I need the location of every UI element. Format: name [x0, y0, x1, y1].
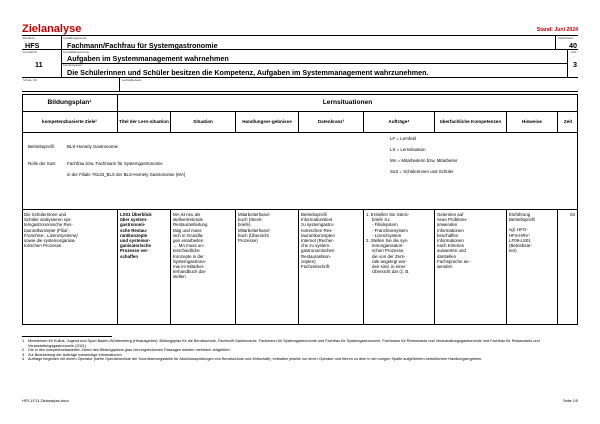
col-header-kompetenzen: überfachliche Kompetenzen: [439, 119, 502, 124]
group-lernsituationen: Lernsituationen: [322, 99, 373, 106]
lernfeld-bez-value: Aufgaben im Systemmanagement wahrnehmen: [67, 54, 229, 63]
col-header-datenkranz: Datenkranz³: [317, 119, 345, 124]
footer-filename: HFS-LF11-Zielanalyse.docx: [22, 399, 69, 403]
kernkompetenz-value: Die Schülerinnen und Schüler besitzen die Kompetenz, Aufgaben im Systemmanagement wahrzunehmen.: [67, 67, 429, 77]
legend-sus: SuS = Schülerinnen und Schüler: [390, 169, 454, 174]
legend-ma: MA = Mitarbeiterin bzw. Mitarbeiter: [390, 158, 458, 163]
info-rolle-label: Rolle der SuS:: [28, 161, 57, 166]
zeitrichtwert-label: Zeitrichtwert: [558, 35, 574, 40]
info-rolle-line2: in der Filiale 76133_BLS der BLS-Homely Gastronomie (MA): [67, 172, 186, 177]
row-auftraege: 1. Erstellen Sie Steck- briefe zu: - Filialsystem - Franchisesystem - Lizenzsystem 2. Stellen Sie die sys- temorganisatori- schen Prozesse, die von der Zent- rale angelegt wor- den sind, in einer Übersicht dar (z. B.: [366, 212, 410, 275]
kernkompetenz-label: Kernkompetenz: [63, 62, 83, 67]
footnote-separator: [22, 336, 112, 337]
info-rolle-line1: Fachfrau bzw. Fachmann für Systemgastronomie: [67, 161, 163, 166]
lernfeld-nr-value: 11: [35, 60, 43, 69]
col-header-titel: Titel der Lern-situation: [119, 119, 169, 124]
footnote-3: 3 Zur Bearbeitung der Aufträge notwendige Informationen: [22, 352, 122, 357]
jahr-label: Jahr: [571, 49, 577, 54]
title-row: [22, 20, 578, 36]
document-title: Zielanalyse: [22, 23, 82, 35]
header-beruf-row: [22, 36, 578, 50]
footnote-1: 1 Ministerium für Kultus, Jugend und Sport Baden-Württemberg (Herausgeber): Bildungsplan für die Berufsschule, Fachkraft Gastronomie, Fachmann für Systemgastronomie und Fachfrau für Systemgastronomie, Fachmann für Restaurants und Veranstaltungsgastronomie und Fachfrau für Restaurants und Veranstaltungsgastronomie (2021): [22, 339, 540, 348]
schule-label: Schule, Ort: [23, 77, 37, 82]
col-header-auftraege: Aufträge⁴: [388, 119, 410, 124]
header-lernfeld-row: [22, 50, 578, 78]
jahr-value: 3: [573, 60, 577, 69]
footnote-4: 4 Aufträge beginnen mit einem Operator (siehe Operatorenliste der Koordinierungsstelle für Abschlussprüfungen von Berufsschule und Wirtschaft), enthalten jeweils nur einen Operator und führen zu dem in der vorigen Spalte aufgeführten betrieblichen Handlungsergebnis.: [22, 357, 482, 362]
col-header-zeit: Zeit: [563, 119, 573, 124]
col-header-ziele: kompetenzbasierte Ziele²: [42, 119, 97, 124]
row-titel: LS01 Überblick über system- gastronomi- sche Restau- rantkonzepte und systemor- ganisatorische Prozesse ver- schaffen: [120, 212, 152, 259]
row-kompetenzen: Gelerntes auf neue Probleme anwenden Informationen beschaffen Informationen nach Kriterien auswerten und darstellen Fachsprache an- wenden: [437, 212, 470, 270]
info-betriebsprofil: BLS-Homely Gastronomie: [67, 144, 118, 149]
berufskurz-value: HFS: [25, 40, 40, 50]
lernfeld-bez-label: Lernfeldbezeichnung: [63, 49, 89, 54]
row-datenkranz: Betriebsprofil Informationstext zu systemgastro- nomischen Res- taurantkonzepten Internet (Recher- che zu system- gastronomischen Restaurantkon- zepten) Fachzeitschrift: [301, 212, 335, 270]
row-situation: MA ist neu als stellvertretende Restaurantleitung tätig und muss sich in Grundla- gen einarbeiten → MA muss un- terschiedliche Konzepte in der Systemgastrono- mie im Mitarbei- terhandbuch dar- stellen: [173, 212, 208, 280]
zeitrichtwert-value: 40: [569, 40, 577, 50]
footnotes: [22, 339, 578, 362]
row-ergebnisse: Mitarbeiterhand- buch (Steck- briefe) Mitarbeiterhand- buch (Übersicht Prozesse): [238, 212, 270, 244]
document-stand: Stand: Juni 2024: [536, 27, 578, 33]
row-ziele: Die Schülerinnen und Schüler analysieren sys- temgastronomische Res- taurantkonzepte (Filial-, Franchise-, Lizenzsysteme) sowie die systemorganisa- torischen Prozesse.: [24, 212, 78, 249]
info-betriebsprofil-label: Betriebsprofil:: [28, 144, 55, 149]
header-schule-row: [22, 78, 578, 92]
col-header-situation: Situation: [193, 119, 213, 124]
group-bildungsplan: Bildungsplan¹: [47, 99, 92, 106]
legend-lf: LF = Lernfeld: [390, 136, 416, 141]
lernsituationen-table: [22, 94, 578, 325]
document-page: [22, 20, 578, 280]
legend-ls: LS = Lernsituation: [390, 147, 426, 152]
col-header-hinweise: Hinweise: [522, 119, 542, 124]
ausbildungsberuf-value: Fachmann/Fachfrau für Systemgastronomie: [67, 40, 218, 50]
page-footer: [22, 399, 578, 403]
lernfeld-nr-label: Lernfeld Nr.: [23, 49, 38, 54]
footnote-2: 2 Die in den kompetenzbasierten Zielen des Bildungsplans grau hervorgehobenen Passagen werden mehrfach aufgeführt.: [22, 348, 231, 353]
berufskurz-label: Berufkurz: [23, 35, 35, 40]
footer-page: Seite 1/5: [563, 399, 578, 403]
lehrkraefte-label: Lehrkräfte/team: [122, 77, 142, 82]
ausbildungsberuf-label: Ausbildungsberufe: [63, 35, 87, 40]
row-hinweise: Einführung Betriebsprofil vgl. HFO- HFS-HRV- LF09-LS01 (Betriebsar- ten): [509, 212, 535, 254]
row-zeit: 04: [570, 212, 575, 217]
col-header-ergebnisse: Handlungser-gebnisse: [242, 119, 292, 124]
